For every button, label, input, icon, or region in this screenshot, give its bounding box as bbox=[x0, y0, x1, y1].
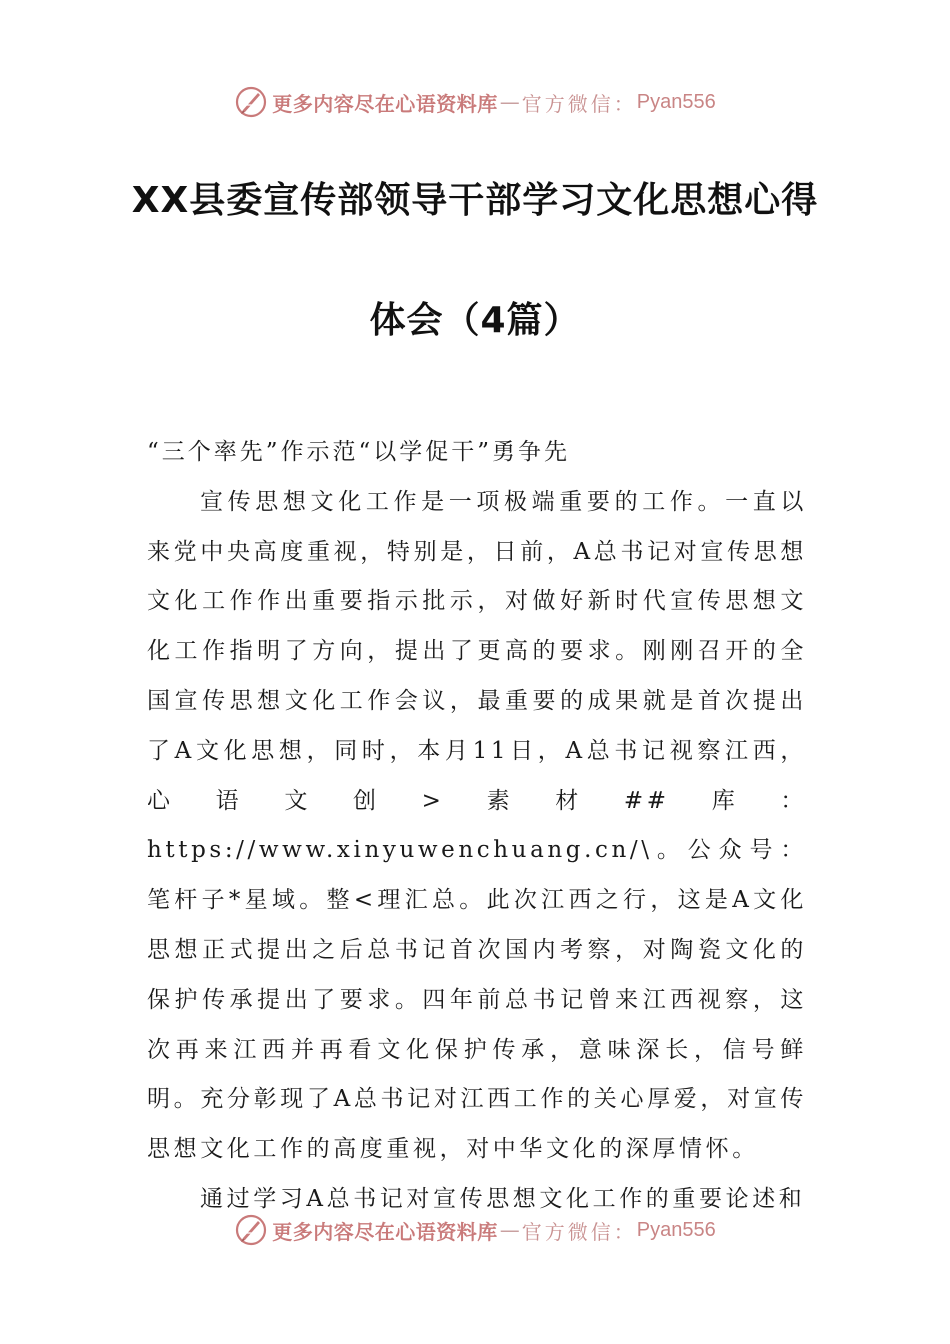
banner-separator: — bbox=[499, 90, 520, 114]
banner-wechat-label: 官方微信： bbox=[521, 91, 637, 116]
quill-pen-logo-icon bbox=[234, 1213, 268, 1247]
banner-wechat-label: 官方微信： bbox=[521, 1219, 637, 1244]
body-paragraph: 宣传思想文化工作是一项极端重要的工作。一直以来党中央高度重视，特别是，日前，A总书记对宣传思想文化工作作出重要指示批示，对做好新时代宣传思想文化工作指明了方向，提出了更高的要求。刚刚召开的全国宣传思想文化工作会议，最重要的成果就是首次提出了A文化思想，同时，本月11日，A总书记视察江西，心语文创>素材##库：https://www.xinyuwenchuang.cn/\。公众号：笔杆子*星域。整<理汇总。此次江西之行，这是A文化思想正式提出之后总书记首次国内考察，对陶瓷文化的保护传承提出了要求。四年前总书记曾来江西视察，这次再来江西并再看文化保护传承，意味深长，信号鲜明。充分彰现了A总书记对江西工作的关心厚爱，对宣传思想文化工作的高度重视，对中华文化的深厚情怀。 bbox=[147, 488, 807, 1163]
document-title-line-2: 体会（4篇） bbox=[369, 300, 581, 341]
banner-main-text: 更多内容尽在心语资料库 bbox=[272, 1219, 498, 1244]
footer-banner bbox=[0, 1210, 950, 1250]
section-subtitle: “三个率先”作示范“以学促干”勇争先 bbox=[147, 439, 571, 465]
body-paragraph: 通过学习A总书记对宣传思想文化工作的重要论述和 bbox=[200, 1185, 806, 1212]
banner-wechat-id: Pyan556 bbox=[636, 90, 716, 113]
banner-separator: — bbox=[499, 1218, 520, 1242]
quill-pen-logo-icon bbox=[234, 85, 268, 119]
document-body bbox=[147, 428, 807, 1225]
document-title-line-1: XX县委宣传部领导干部学习文化思想心得 bbox=[131, 180, 819, 221]
banner-wechat-id: Pyan556 bbox=[636, 1218, 716, 1241]
banner-main-text: 更多内容尽在心语资料库 bbox=[272, 91, 498, 116]
header-banner bbox=[0, 82, 950, 122]
